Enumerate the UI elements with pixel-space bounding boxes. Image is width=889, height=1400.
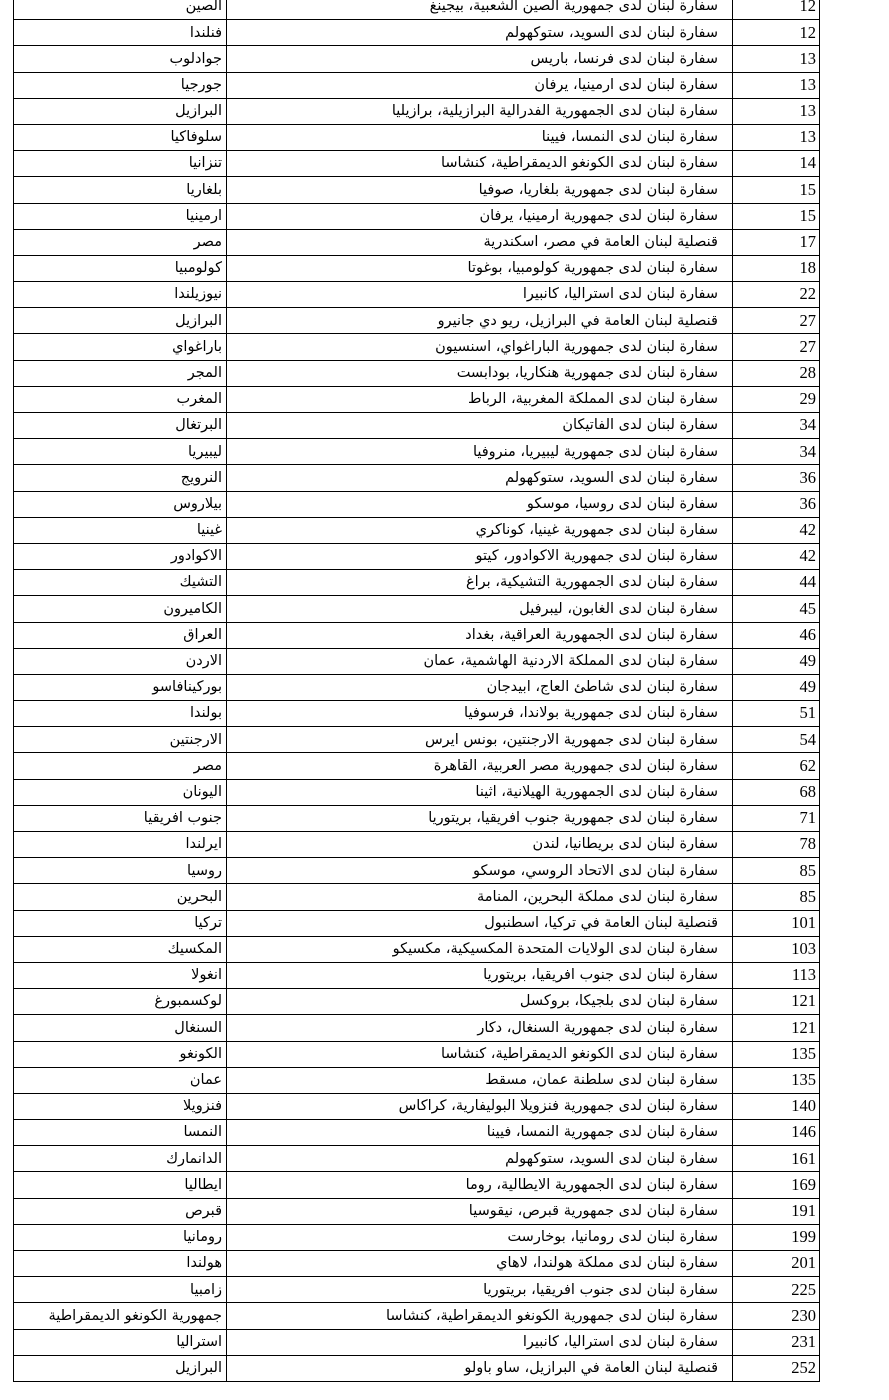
embassies-table <box>13 0 820 1382</box>
mission-cell: سفارة لبنان لدى الجمهورية الايطالية، روما <box>227 1172 733 1198</box>
country-cell: تركيا <box>14 910 227 936</box>
mission-cell: سفارة لبنان لدى الكونغو الديمقراطية، كنشاسا <box>227 151 733 177</box>
count-cell: 12 <box>733 20 820 46</box>
country-cell: مصر <box>14 753 227 779</box>
table-row <box>14 1146 820 1172</box>
count-cell: 49 <box>733 674 820 700</box>
table-row <box>14 1277 820 1303</box>
country-cell: جوادلوب <box>14 46 227 72</box>
mission-cell: سفارة لبنان لدى الجمهورية العراقية، بغداد <box>227 622 733 648</box>
mission-cell: سفارة لبنان لدى جمهورية السنغال، دكار <box>227 1015 733 1041</box>
country-cell: جورجيا <box>14 72 227 98</box>
table-row <box>14 1093 820 1119</box>
mission-cell: سفارة لبنان لدى جمهورية فنزويلا البوليفارية، كراكاس <box>227 1093 733 1119</box>
country-cell: اليونان <box>14 779 227 805</box>
table-row <box>14 517 820 543</box>
count-cell: 51 <box>733 701 820 727</box>
count-cell: 29 <box>733 386 820 412</box>
table-row <box>14 832 820 858</box>
mission-cell: سفارة لبنان لدى بريطانيا، لندن <box>227 832 733 858</box>
country-cell: روسيا <box>14 858 227 884</box>
table-row <box>14 1067 820 1093</box>
country-cell: بوركينافاسو <box>14 674 227 700</box>
table-row <box>14 308 820 334</box>
country-cell: لوكسمبورغ <box>14 989 227 1015</box>
country-cell: رومانيا <box>14 1224 227 1250</box>
mission-cell: سفارة لبنان لدى الجمهورية الهيلانية، اثينا <box>227 779 733 805</box>
count-cell: 121 <box>733 989 820 1015</box>
table-row <box>14 779 820 805</box>
count-cell: 231 <box>733 1329 820 1355</box>
country-cell: ايطاليا <box>14 1172 227 1198</box>
count-cell: 49 <box>733 648 820 674</box>
mission-cell: سفارة لبنان لدى جمهورية ارمينيا، يرفان <box>227 203 733 229</box>
count-cell: 17 <box>733 229 820 255</box>
country-cell: فنزويلا <box>14 1093 227 1119</box>
table-row <box>14 151 820 177</box>
count-cell: 161 <box>733 1146 820 1172</box>
count-cell: 34 <box>733 439 820 465</box>
mission-cell: سفارة لبنان لدى جمهورية قبرص، نيقوسيا <box>227 1198 733 1224</box>
country-cell: تنزانيا <box>14 151 227 177</box>
count-cell: 101 <box>733 910 820 936</box>
table-row <box>14 858 820 884</box>
mission-cell: سفارة لبنان لدى المملكة المغربية، الرباط <box>227 386 733 412</box>
table-row <box>14 177 820 203</box>
count-cell: 18 <box>733 255 820 281</box>
mission-cell: سفارة لبنان لدى جمهورية النمسا، فيينا <box>227 1120 733 1146</box>
count-cell: 13 <box>733 72 820 98</box>
table-row <box>14 962 820 988</box>
count-cell: 42 <box>733 517 820 543</box>
count-cell: 146 <box>733 1120 820 1146</box>
mission-cell: سفارة لبنان لدى سلطنة عمان، مسقط <box>227 1067 733 1093</box>
count-cell: 199 <box>733 1224 820 1250</box>
table-row <box>14 1355 820 1381</box>
count-cell: 230 <box>733 1303 820 1329</box>
country-cell: الاردن <box>14 648 227 674</box>
country-cell: البحرين <box>14 884 227 910</box>
country-cell: الارجنتين <box>14 727 227 753</box>
count-cell: 14 <box>733 151 820 177</box>
count-cell: 44 <box>733 570 820 596</box>
table-row <box>14 1329 820 1355</box>
mission-cell: سفارة لبنان لدى الولايات المتحدة المكسيكية، مكسيكو <box>227 936 733 962</box>
country-cell: الدانمارك <box>14 1146 227 1172</box>
mission-cell: سفارة لبنان لدى جمهورية هنكاريا، بودابست <box>227 360 733 386</box>
mission-cell: سفارة لبنان لدى جمهورية جنوب افريقيا، بريتوريا <box>227 805 733 831</box>
table-row <box>14 1303 820 1329</box>
table-row <box>14 229 820 255</box>
count-cell: 68 <box>733 779 820 805</box>
mission-cell: سفارة لبنان لدى استراليا، كانبيرا <box>227 1329 733 1355</box>
table-row <box>14 570 820 596</box>
mission-cell: سفارة لبنان لدى استراليا، كانبيرا <box>227 282 733 308</box>
country-cell: جنوب افريقيا <box>14 805 227 831</box>
mission-cell: سفارة لبنان لدى جمهورية كولومبيا، بوغوتا <box>227 255 733 281</box>
mission-cell: سفارة لبنان لدى جمهورية الارجنتين، بونس ايرس <box>227 727 733 753</box>
mission-cell: سفارة لبنان لدى جمهورية غينيا، كوناكري <box>227 517 733 543</box>
mission-cell: سفارة لبنان لدى النمسا، فيينا <box>227 124 733 150</box>
mission-cell: سفارة لبنان لدى جنوب افريقيا، بريتوريا <box>227 962 733 988</box>
count-cell: 85 <box>733 884 820 910</box>
table-row <box>14 439 820 465</box>
count-cell: 15 <box>733 177 820 203</box>
table-row <box>14 282 820 308</box>
table-row <box>14 386 820 412</box>
mission-cell: قنصلية لبنان العامة في مصر، اسكندرية <box>227 229 733 255</box>
table-row <box>14 1224 820 1250</box>
mission-cell: سفارة لبنان لدى جمهورية الباراغواي، اسنسيون <box>227 334 733 360</box>
country-cell: البرتغال <box>14 413 227 439</box>
table-row <box>14 596 820 622</box>
table-row <box>14 1015 820 1041</box>
count-cell: 15 <box>733 203 820 229</box>
country-cell: النمسا <box>14 1120 227 1146</box>
table-row <box>14 1120 820 1146</box>
country-cell: فنلندا <box>14 20 227 46</box>
mission-cell: سفارة لبنان لدى جمهورية الاكوادور، كيتو <box>227 543 733 569</box>
table-row <box>14 360 820 386</box>
country-cell: غينيا <box>14 517 227 543</box>
country-cell: الكاميرون <box>14 596 227 622</box>
mission-cell: سفارة لبنان لدى الجمهورية التشيكية، براغ <box>227 570 733 596</box>
country-cell: مصر <box>14 229 227 255</box>
table-row <box>14 20 820 46</box>
country-cell: باراغواي <box>14 334 227 360</box>
table-row <box>14 1041 820 1067</box>
table-row <box>14 753 820 779</box>
mission-cell: سفارة لبنان لدى السويد، ستوكهولم <box>227 20 733 46</box>
count-cell: 36 <box>733 465 820 491</box>
table-row <box>14 622 820 648</box>
table-row <box>14 1198 820 1224</box>
mission-cell: سفارة لبنان لدى شاطئ العاج، ابيدجان <box>227 674 733 700</box>
table-row <box>14 255 820 281</box>
table-row <box>14 203 820 229</box>
country-cell: قبرص <box>14 1198 227 1224</box>
mission-cell: سفارة لبنان لدى روسيا، موسكو <box>227 491 733 517</box>
count-cell: 191 <box>733 1198 820 1224</box>
count-cell: 27 <box>733 308 820 334</box>
mission-cell: سفارة لبنان لدى السويد، ستوكهولم <box>227 1146 733 1172</box>
country-cell: المغرب <box>14 386 227 412</box>
table-row <box>14 124 820 150</box>
table-row <box>14 884 820 910</box>
country-cell: كولومبيا <box>14 255 227 281</box>
country-cell: بولندا <box>14 701 227 727</box>
count-cell: 85 <box>733 858 820 884</box>
table-row <box>14 936 820 962</box>
table-row <box>14 989 820 1015</box>
count-cell: 45 <box>733 596 820 622</box>
table-row <box>14 1251 820 1277</box>
mission-cell: سفارة لبنان لدى الجمهورية الفدرالية البرازيلية، برازيليا <box>227 98 733 124</box>
country-cell: التشيك <box>14 570 227 596</box>
country-cell: الكونغو <box>14 1041 227 1067</box>
country-cell: البرازيل <box>14 98 227 124</box>
count-cell: 27 <box>733 334 820 360</box>
mission-cell: سفارة لبنان لدى جمهورية الكونغو الديمقراطية، كنشاسا <box>227 1303 733 1329</box>
country-cell: جمهورية الكونغو الديمقراطية <box>14 1303 227 1329</box>
mission-cell: سفارة لبنان لدى جمهورية ليبيريا، منروفيا <box>227 439 733 465</box>
country-cell: ايرلندا <box>14 832 227 858</box>
table-row <box>14 491 820 517</box>
count-cell: 13 <box>733 98 820 124</box>
country-cell: الصين <box>14 0 227 20</box>
table-row <box>14 648 820 674</box>
table-row <box>14 72 820 98</box>
count-cell: 54 <box>733 727 820 753</box>
country-cell: عمان <box>14 1067 227 1093</box>
count-cell: 42 <box>733 543 820 569</box>
count-cell: 71 <box>733 805 820 831</box>
count-cell: 140 <box>733 1093 820 1119</box>
mission-cell: قنصلية لبنان العامة في البرازيل، ريو دي جانيرو <box>227 308 733 334</box>
table-row <box>14 910 820 936</box>
country-cell: استراليا <box>14 1329 227 1355</box>
table-row <box>14 1172 820 1198</box>
mission-cell: سفارة لبنان لدى المملكة الاردنية الهاشمية، عمان <box>227 648 733 674</box>
country-cell: الاكوادور <box>14 543 227 569</box>
mission-cell: سفارة لبنان لدى الكونغو الديمقراطية، كنشاسا <box>227 1041 733 1067</box>
count-cell: 34 <box>733 413 820 439</box>
table-row <box>14 543 820 569</box>
mission-cell: سفارة لبنان لدى الاتحاد الروسي، موسكو <box>227 858 733 884</box>
count-cell: 103 <box>733 936 820 962</box>
country-cell: ارمينيا <box>14 203 227 229</box>
count-cell: 13 <box>733 46 820 72</box>
mission-cell: قنصلية لبنان العامة في تركيا، اسطنبول <box>227 910 733 936</box>
count-cell: 169 <box>733 1172 820 1198</box>
country-cell: المكسيك <box>14 936 227 962</box>
table-body <box>14 0 820 1381</box>
mission-cell: سفارة لبنان لدى مملكة هولندا، لاهاي <box>227 1251 733 1277</box>
count-cell: 62 <box>733 753 820 779</box>
country-cell: بيلاروس <box>14 491 227 517</box>
country-cell: البرازيل <box>14 1355 227 1381</box>
table-row <box>14 701 820 727</box>
count-cell: 22 <box>733 282 820 308</box>
table-row <box>14 46 820 72</box>
table-row <box>14 727 820 753</box>
country-cell: السنغال <box>14 1015 227 1041</box>
mission-cell: سفارة لبنان لدى رومانيا، بوخارست <box>227 1224 733 1250</box>
table-row <box>14 334 820 360</box>
country-cell: بلغاريا <box>14 177 227 203</box>
country-cell: النرويج <box>14 465 227 491</box>
mission-cell: سفارة لبنان لدى جمهورية بولاندا، فرسوفيا <box>227 701 733 727</box>
country-cell: المجر <box>14 360 227 386</box>
mission-cell: سفارة لبنان لدى الغابون، ليبرفيل <box>227 596 733 622</box>
country-cell: نيوزيلندا <box>14 282 227 308</box>
country-cell: ليبيريا <box>14 439 227 465</box>
table-row <box>14 805 820 831</box>
count-cell: 225 <box>733 1277 820 1303</box>
count-cell: 252 <box>733 1355 820 1381</box>
count-cell: 12 <box>733 0 820 20</box>
count-cell: 46 <box>733 622 820 648</box>
count-cell: 121 <box>733 1015 820 1041</box>
mission-cell: سفارة لبنان لدى جمهورية بلغاريا، صوفيا <box>227 177 733 203</box>
count-cell: 135 <box>733 1041 820 1067</box>
country-cell: البرازيل <box>14 308 227 334</box>
table-row <box>14 413 820 439</box>
mission-cell: سفارة لبنان لدى جنوب افريقيا، بريتوريا <box>227 1277 733 1303</box>
mission-cell: سفارة لبنان لدى ارمينيا، يرفان <box>227 72 733 98</box>
table-row <box>14 0 820 20</box>
count-cell: 28 <box>733 360 820 386</box>
mission-cell: سفارة لبنان لدى جمهورية الصين الشعبية، بيجينغ <box>227 0 733 20</box>
table-row <box>14 465 820 491</box>
table-row <box>14 674 820 700</box>
count-cell: 201 <box>733 1251 820 1277</box>
count-cell: 78 <box>733 832 820 858</box>
country-cell: هولندا <box>14 1251 227 1277</box>
mission-cell: سفارة لبنان لدى جمهورية مصر العربية، القاهرة <box>227 753 733 779</box>
count-cell: 13 <box>733 124 820 150</box>
mission-cell: سفارة لبنان لدى مملكة البحرين، المنامة <box>227 884 733 910</box>
country-cell: العراق <box>14 622 227 648</box>
mission-cell: سفارة لبنان لدى الفاتيكان <box>227 413 733 439</box>
country-cell: زامبيا <box>14 1277 227 1303</box>
mission-cell: سفارة لبنان لدى السويد، ستوكهولم <box>227 465 733 491</box>
table-row <box>14 98 820 124</box>
mission-cell: سفارة لبنان لدى فرنسا، باريس <box>227 46 733 72</box>
mission-cell: قنصلية لبنان العامة في البرازيل، ساو باولو <box>227 1355 733 1381</box>
count-cell: 36 <box>733 491 820 517</box>
country-cell: سلوفاكيا <box>14 124 227 150</box>
count-cell: 113 <box>733 962 820 988</box>
country-cell: انغولا <box>14 962 227 988</box>
count-cell: 135 <box>733 1067 820 1093</box>
mission-cell: سفارة لبنان لدى بلجيكا، بروكسل <box>227 989 733 1015</box>
